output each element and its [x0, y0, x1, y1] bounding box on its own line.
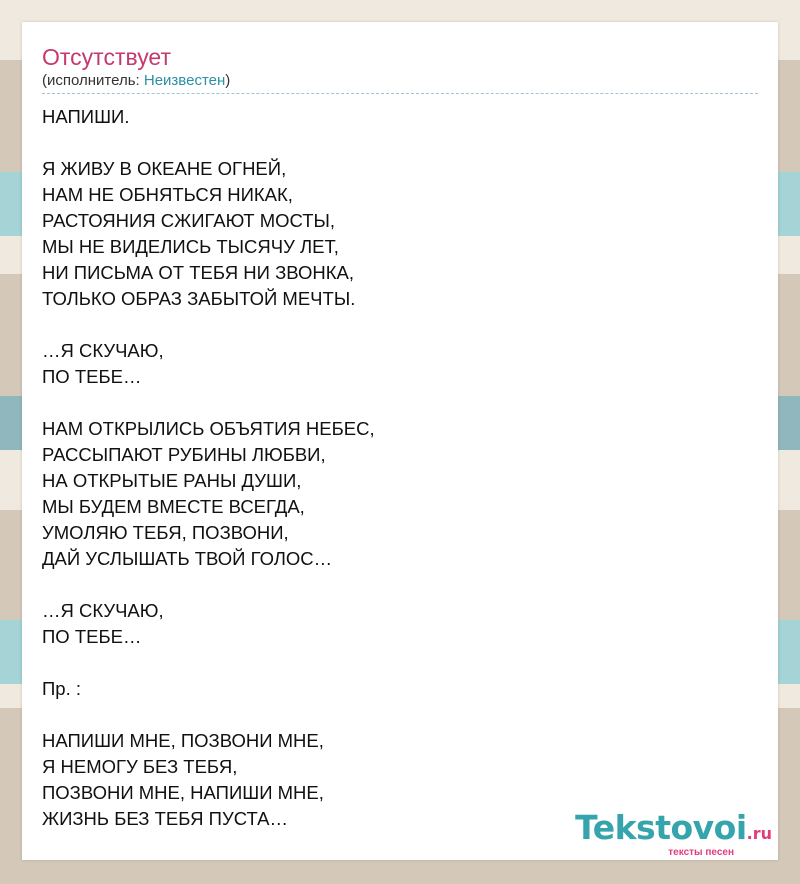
logo-tagline: тексты песен: [668, 847, 734, 858]
artist-prefix: (исполнитель:: [42, 72, 144, 89]
artist-link[interactable]: Неизвестен: [143, 72, 226, 89]
site-logo[interactable]: [575, 808, 772, 858]
logo-wordmark: [575, 808, 772, 851]
artist-line: [42, 72, 230, 90]
logo-tld: .ru: [746, 824, 772, 843]
logo-name: Tekstovoi: [575, 808, 747, 847]
song-title: Отсутствует: [42, 44, 171, 70]
dashed-divider: [42, 93, 758, 94]
lyrics-text: НАПИШИ. Я ЖИВУ В ОКЕАНЕ ОГНЕЙ, НАМ НЕ ОБНЯТЬСЯ НИКАК, РАСТОЯНИЯ СЖИГАЮТ МОСТЫ, МЫ НЕ ВИДЕЛИСЬ ТЫСЯЧУ ЛЕТ, НИ ПИСЬМА ОТ ТЕБЯ НИ ЗВОНКА, ТОЛЬКО ОБРАЗ ЗАБЫТОЙ МЕЧТЫ. …Я СКУЧАЮ, ПО ТЕБЕ… НАМ ОТКРЫЛИСЬ ОБЪЯТИЯ НЕБЕС, РАССЫПАЮТ РУБИНЫ ЛЮБВИ, НА ОТКРЫТЫЕ РАНЫ ДУШИ, МЫ БУДЕМ ВМЕСТЕ ВСЕГДА, УМОЛЯЮ ТЕБЯ, ПОЗВОНИ, ДАЙ УСЛЫШАТЬ ТВОЙ ГОЛОС… …Я СКУЧАЮ, ПО ТЕБЕ… Пр. : НАПИШИ МНЕ, ПОЗВОНИ МНЕ, Я НЕМОГУ БЕЗ ТЕБЯ, ПОЗВОНИ МНЕ, НАПИШИ МНЕ, ЖИЗНЬ БЕЗ ТЕБЯ ПУСТА…: [42, 106, 375, 829]
artist-suffix: ): [225, 72, 231, 89]
lyrics-card: [22, 22, 778, 860]
